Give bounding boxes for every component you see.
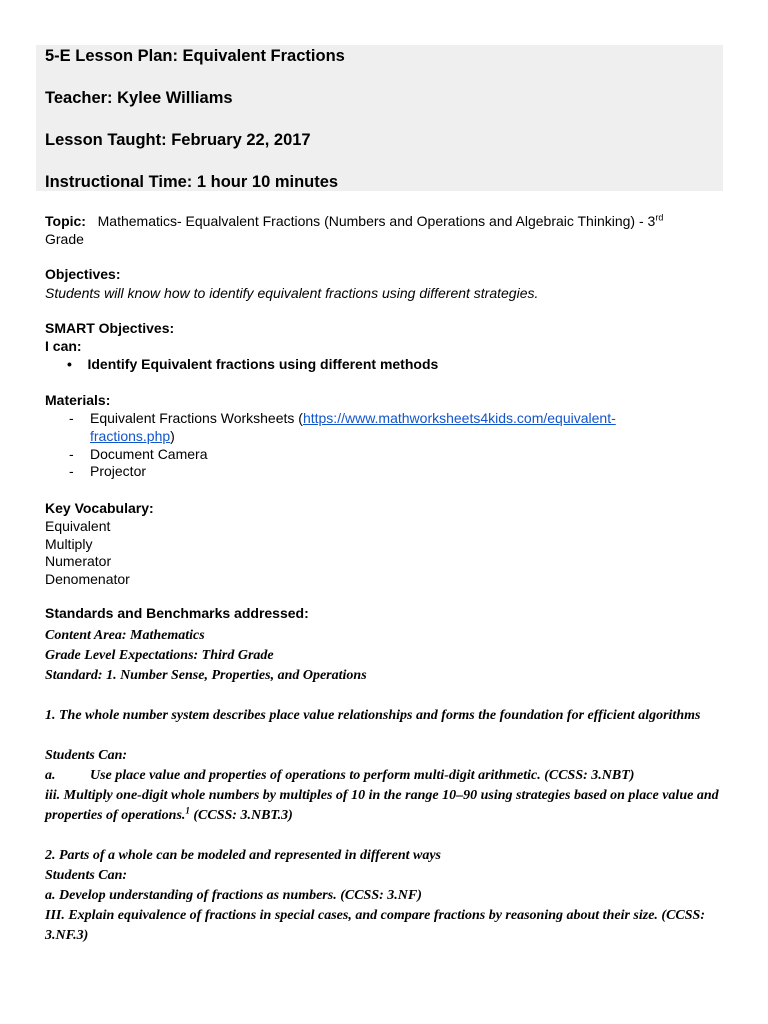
p1-item-a bbox=[45, 766, 725, 786]
p1-item-a-text: Use place value and properties of operations to perform multi-digit arithmetic. (CCSS: 3.NBT) bbox=[90, 768, 635, 783]
topic-text: Mathematics- Equalvalent Fractions (Numbers and Operations and Algebraic Thinking) - 3 bbox=[97, 213, 656, 229]
materials-item-2: Document Camera bbox=[90, 446, 208, 462]
topic-line bbox=[45, 213, 663, 231]
header-box bbox=[36, 45, 723, 191]
materials-label: Materials: bbox=[45, 392, 111, 408]
materials-item-1-prefix: Equivalent Fractions Worksheets ( bbox=[90, 410, 303, 426]
p1-item-iii bbox=[45, 786, 725, 826]
smart-sub: I can: bbox=[45, 338, 82, 354]
standard-p1: 1. The whole number system describes place value relationships and forms the foundation for efficient algorithms bbox=[45, 708, 701, 723]
smart-item: Identify Equivalent fractions using different methods bbox=[87, 356, 439, 372]
p2-item-a: a. Develop understanding of fractions as numbers. (CCSS: 3.NF) bbox=[45, 888, 422, 903]
topic-label: Topic: bbox=[45, 213, 86, 229]
p1-students-can: Students Can: bbox=[45, 748, 128, 763]
vocab-word: Equivalent bbox=[45, 518, 111, 534]
smart-bullet-item bbox=[67, 356, 438, 374]
instructional-time-line: Instructional Time: 1 hour 10 minutes bbox=[45, 173, 339, 191]
content-area: Content Area: Mathematics bbox=[45, 628, 205, 643]
objectives-label: Objectives: bbox=[45, 266, 121, 282]
p2-students-can: Students Can: bbox=[45, 868, 128, 883]
topic-sup: rd bbox=[655, 212, 664, 223]
vocab-word: Numerator bbox=[45, 553, 112, 569]
p1-item-iii-sup: 1 bbox=[185, 805, 190, 816]
materials-item-1-suffix: ) bbox=[170, 428, 175, 444]
materials-item-1-cont bbox=[90, 428, 175, 446]
materials-item-3: Projector bbox=[90, 463, 147, 479]
worksheet-link[interactable]: https://www.mathworksheets4kids.com/equivalent- bbox=[302, 410, 616, 426]
objectives-text: Students will know how to identify equivalent fractions using different strategies. bbox=[45, 285, 539, 301]
worksheet-link-cont[interactable]: fractions.php bbox=[90, 428, 171, 444]
lesson-title: 5-E Lesson Plan: Equivalent Fractions bbox=[45, 47, 345, 65]
materials-dash-3: - bbox=[69, 463, 74, 479]
vocab-word: Denomenator bbox=[45, 571, 130, 587]
bullet-glyph: • bbox=[67, 356, 72, 372]
p1-item-a-label: a. bbox=[45, 768, 56, 783]
vocab-word: Multiply bbox=[45, 536, 93, 552]
topic-grade: Grade bbox=[45, 231, 84, 247]
materials-dash-2: - bbox=[69, 446, 74, 462]
vocab-label: Key Vocabulary: bbox=[45, 500, 154, 516]
p2-item-iii: III. Explain equivalence of fractions in special cases, and compare fractions by reasoning about their size. (CCSS: 3.NF.3) bbox=[45, 908, 705, 943]
p1-item-iii-text: iii. Multiply one-digit whole numbers by multiples of 10 in the range 10–90 using strategies based on place value and properties of operations. bbox=[45, 788, 719, 823]
grade-level: Grade Level Expectations: Third Grade bbox=[45, 648, 274, 663]
lesson-date-line: Lesson Taught: February 22, 2017 bbox=[45, 131, 311, 149]
teacher-line: Teacher: Kylee Williams bbox=[45, 89, 233, 107]
materials-dash-1: - bbox=[69, 410, 74, 426]
materials-item-1 bbox=[90, 410, 616, 428]
standard-line: Standard: 1. Number Sense, Properties, and Operations bbox=[45, 668, 367, 683]
p1-item-iii-tail: (CCSS: 3.NBT.3) bbox=[189, 808, 293, 823]
smart-label: SMART Objectives: bbox=[45, 320, 175, 336]
standard-p2: 2. Parts of a whole can be modeled and represented in different ways bbox=[45, 848, 441, 863]
standards-label: Standards and Benchmarks addressed: bbox=[45, 605, 309, 621]
